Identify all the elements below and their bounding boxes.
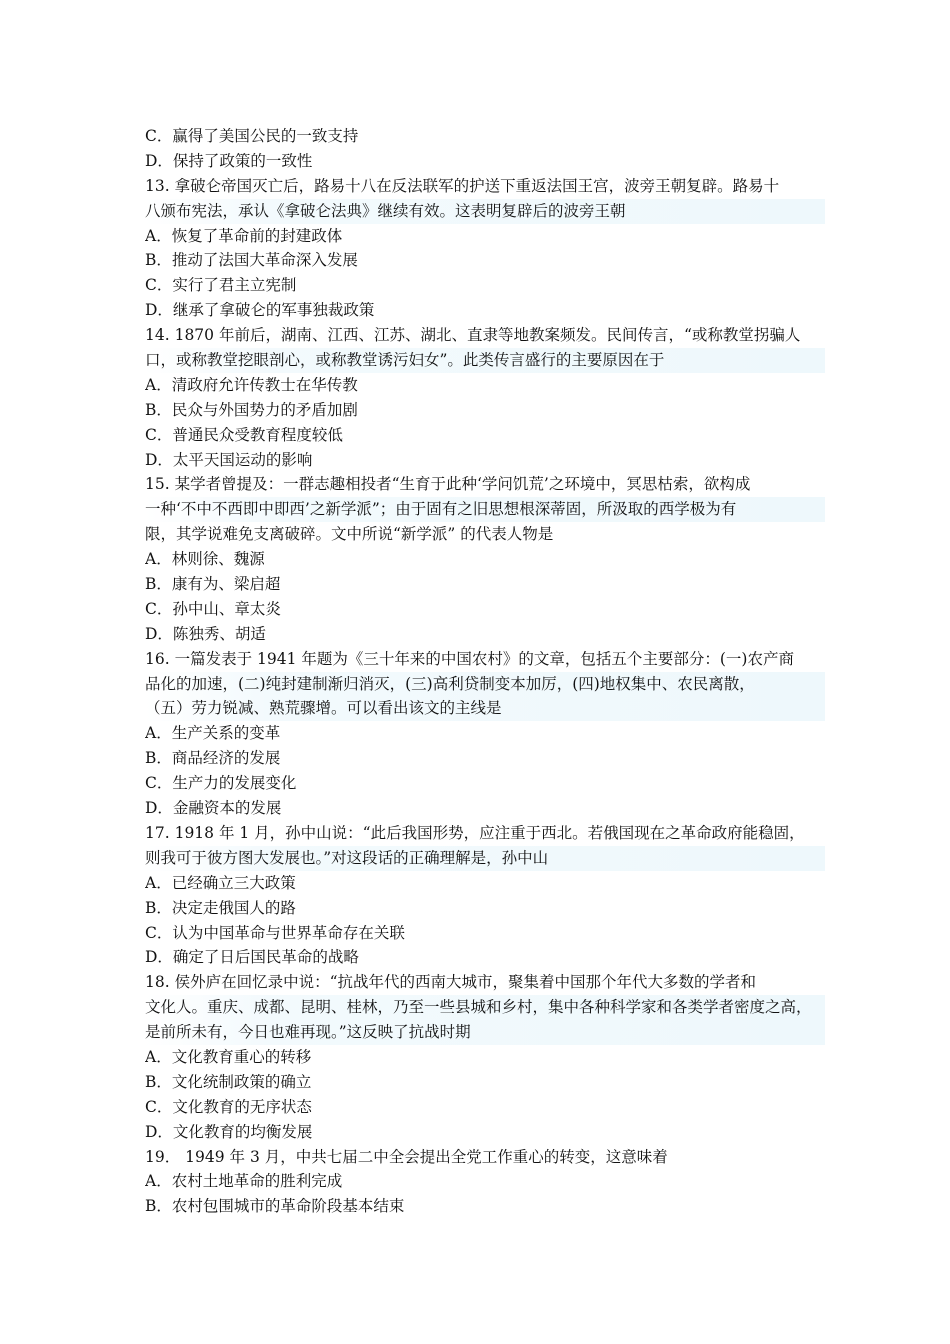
text-line: C．普通民众受教育程度较低 (145, 425, 343, 444)
text-line: D．继承了拿破仑的军事独裁政策 (145, 301, 375, 320)
text-line: B．民众与外国势力的矛盾加剧 (145, 400, 358, 419)
text-line: A．农村土地革命的胜利完成 (145, 1172, 343, 1191)
text-line: A．文化教育重心的转移 (145, 1047, 312, 1066)
text-line: 八颁布宪法，承认《拿破仑法典》继续有效。这表明复辟后的波旁王朝 (145, 199, 825, 224)
text-line: B．康有为、梁启超 (145, 575, 281, 594)
text-line: C．实行了君主立宪制 (145, 276, 297, 295)
text-line: A．清政府允许传教士在华传教 (145, 375, 358, 394)
text-line: D．陈独秀、胡适 (145, 624, 266, 643)
text-line: B．决定走俄国人的路 (145, 898, 296, 917)
text-line: A．林则徐、魏源 (145, 550, 265, 569)
text-line: D．确定了日后国民革命的战略 (145, 948, 359, 967)
text-line: 口，或称教堂挖眼剖心，或称教堂诱污妇女”。此类传言盛行的主要原因在于 (145, 348, 825, 373)
text-line: 15. 某学者曾提及：一群志趣相投者“生育于此种‘学问饥荒’之环境中，冥思枯索，欲构成 (145, 475, 751, 494)
text-line: B．农村包围城市的革命阶段基本结束 (145, 1197, 405, 1216)
text-line: C．赢得了美国公民的一致支持 (145, 127, 359, 145)
text-line: C．生产力的发展变化 (145, 774, 297, 793)
text-line: D．太平天国运动的影响 (145, 450, 313, 469)
text-line: 一种‘不中不西即中即西’之新学派”；由于固有之旧思想根深蒂固，所汲取的西学极为有 (145, 497, 825, 522)
text-line: B．推动了法国大革命深入发展 (145, 251, 358, 270)
text-line: 16. 一篇发表于 1941 年题为《三十年来的中国农村》的文章，包括五个主要部分：(一)农产商 (145, 649, 794, 668)
text-line: 则我可于彼方图大发展也。”对这段话的正确理解是，孙中山 (145, 846, 825, 871)
text-line: A．已经确立三大政策 (145, 873, 296, 892)
text-line: 品化的加速，(二)纯封建制渐归消灭，(三)高利贷制变本加厉，(四)地权集中、农民离散， (145, 672, 825, 697)
text-line: B．商品经济的发展 (145, 749, 281, 768)
text-line: A．生产关系的变革 (145, 724, 281, 743)
text-line: 文化人。重庆、成都、昆明、桂林，乃至一些县城和乡村，集中各种科学家和各类学者密度之高， (145, 995, 825, 1020)
text-line: 17. 1918 年 1 月，孙中山说：“此后我国形势，应注重于西北。若俄国现在之革命政府能稳固， (145, 823, 805, 842)
text-line: A．恢复了革命前的封建政体 (145, 226, 343, 245)
text-line: 19． 1949 年 3 月，中共七届二中全会提出全党工作重心的转变，这意味着 (145, 1147, 668, 1166)
text-line: （五）劳力锐减、熟荒骤增。可以看出该文的主线是 (145, 696, 825, 721)
document-page (145, 124, 825, 1219)
text-line: C．认为中国革命与世界革命存在关联 (145, 923, 405, 942)
text-line: 14. 1870 年前后，湖南、江西、江苏、湖北、直隶等地教案频发。民间传言，“或称教堂拐骗人 (145, 326, 801, 345)
text-line: C．孙中山、章太炎 (145, 599, 281, 618)
text-line: 限，其学说难免支离破碎。文中所说“新学派” 的代表人物是 (145, 525, 554, 544)
text-line: D．金融资本的发展 (145, 799, 282, 818)
text-line: D．保持了政策的一致性 (145, 151, 313, 170)
text-line: D．文化教育的均衡发展 (145, 1122, 313, 1141)
text-line: 13. 拿破仑帝国灭亡后，路易十八在反法联军的护送下重返法国王宫，波旁王朝复辟。路易十 (145, 176, 780, 195)
text-line: B．文化统制政策的确立 (145, 1072, 312, 1091)
text-line: 是前所未有，今日也难再现。”这反映了抗战时期 (145, 1020, 825, 1045)
text-line: C．文化教育的无序状态 (145, 1097, 312, 1116)
text-line: 18. 侯外庐在回忆录中说：“抗战年代的西南大城市，聚集着中国那个年代大多数的学者和 (145, 973, 757, 992)
